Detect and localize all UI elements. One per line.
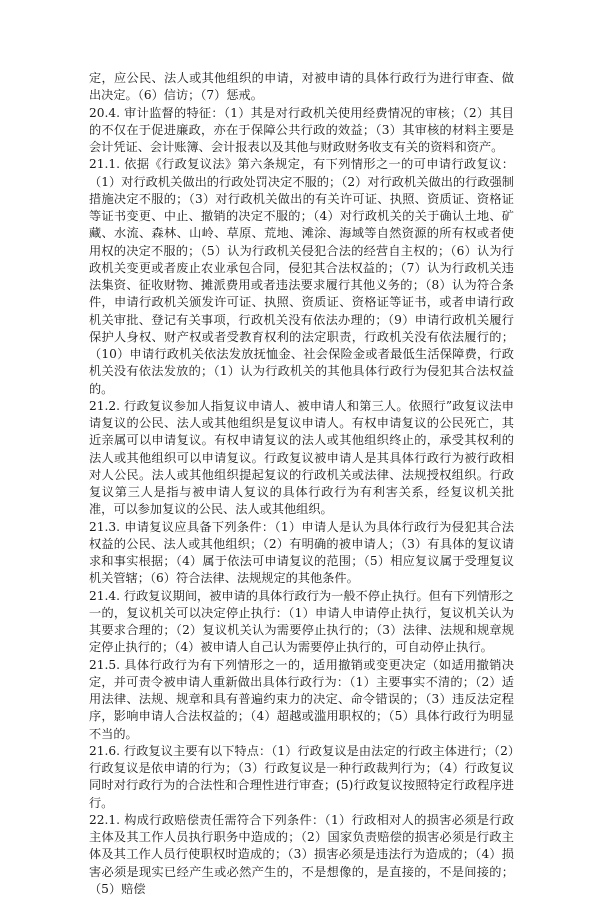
paragraph-continuation: 定，应公民、法人或其他组织的申请，对被申请的具体行政行为进行审查、做出决定。（6）信访；（7）惩戒。 bbox=[89, 71, 514, 103]
paragraph-21-4: 21.4. 行政复议期间，被申请的具体行政行为一般不停止执行。但有下列情形之一的，复议机关可以决定停止执行：（1）申请人申请停止执行，复议机关认为其要求合理的；（2）复议机关认为需要停止执行的；（3）法律、法规和规章规定停止执行的；（4）被申请人自己认为需要停止执行的，可自动停止执行。 bbox=[89, 588, 514, 655]
document-body bbox=[89, 70, 514, 898]
paragraph-22-1: 22.1. 构成行政赔偿责任需符合下列条件：（1）行政相对人的损害必须是行政主体及其工作人员执行职务中造成的；（2）国家负责赔偿的损害必须是行政主体及其工作人员行使职权时造成的；（3）损害必须是违法行为造成的；（4）损害必须是现实已经产生或必然产生的，不是想像的，是直接的，不是间接的；（5）赔偿 bbox=[89, 812, 514, 896]
paragraph-21-6: 21.6. 行政复议主要有以下特点：（1）行政复议是由法定的行政主体进行；（2）行政复议是依申请的行为；（3）行政复议是一种行政裁判行为；（4）行政复议同时对行政行为的合法性和合理性进行审查；(5)行政复议按照特定行政程序进行。 bbox=[89, 743, 514, 810]
paragraph-21-5: 21.5. 具体行政行为有下列情形之一的，适用撤销或变更决定（如适用撤销决定，并可责令被申请人重新做出具体行政行为：（1）主要事实不清的；（2）适用法律、法规、规章和具有普遍约束力的决定、命令错误的；（3）违反法定程序，影响申请人合法权益的；（4）超越或滥用职权的；（5）具体行政行为明显不当的。 bbox=[89, 657, 514, 741]
paragraph-21-2: 21.2. 行政复议参加人指复议申请人、被申请人和第三人。依照行”政复议法申请复议的公民、法人或其他组织是复议申请人。有权申请复议的公民死亡，其近亲属可以申请复议。有权申请复议的法人或其他组织终止的，承受其权利的法人或其他组织可以申请复议。行政复议被申请人是其具体行政行为被行政相对人公民。法人或其他组织提起复议的行政机关或法律、法规授权组织。行政复议第三人是指与被申请人复议的具体行政行为有利害关系，经复议机关批准，可以参加复议的公民、法人或其他组织。 bbox=[89, 398, 514, 517]
paragraph-21-1: 21.1. 依据《行政复议法》第六条规定，有下列情形之一的可申请行政复议：（1）对行政机关做出的行政处罚决定不服的；（2）对行政机关做出的行政强制措施决定不服的；（3）对行政机关做出的有关许可证、执照、资质证、资格证等证书变更、中止、撤销的决定不服的；（4）对行政机关的关于确认土地、矿藏、水流、森林、山岭、草原、荒地、滩涂、海域等自然资源的所有权或者使用权的决定不服的；（5）认为行政机关侵犯合法的经营自主权的；（6）认为行政机关变更或者废止农业承包合同，侵犯其合法权益的；（7）认为行政机关违法集资、征收财物、摊派费用或者违法要求履行其他义务的；（8）认为符合条件，申请行政机关颁发许可证、执照、资质证、资格证等证书，或者申请行政机关审批、登记有关事项，行政机关没有依法办理的；（9）申请行政机关履行保护人身权、财产权或者受教育权利的法定职责，行政机关没有依法履行的；（10）申请行政机关依法发放抚恤金、社会保险金或者最低生活保障费，行政机关没有依法发放的；（1）认为行政机关的其他具体行政行为侵犯其合法权益的。 bbox=[89, 157, 514, 396]
paragraph-21-3: 21.3. 申请复议应具备下列条件：（1）申请人是认为具体行政行为侵犯其合法权益的公民、法人或其他组织；（2）有明确的被申请人；（3）有具体的复议请求和事实根据；（4）属于依法可申请复议的范围；（5）相应复议属于受理复议机关管辖；（6）符合法律、法规规定的其他条件。 bbox=[89, 519, 514, 586]
paragraph-20-4: 20.4. 审计监督的特征：（1）其是对行政机关使用经费情况的审核；（2）其目的不仅在于促进廉政，亦在于保障公共行政的效益；（3）其审核的材料主要是会计凭证、会计账簿、会计报表以及其他与财政财务收支有关的资料和资产。 bbox=[89, 105, 514, 154]
